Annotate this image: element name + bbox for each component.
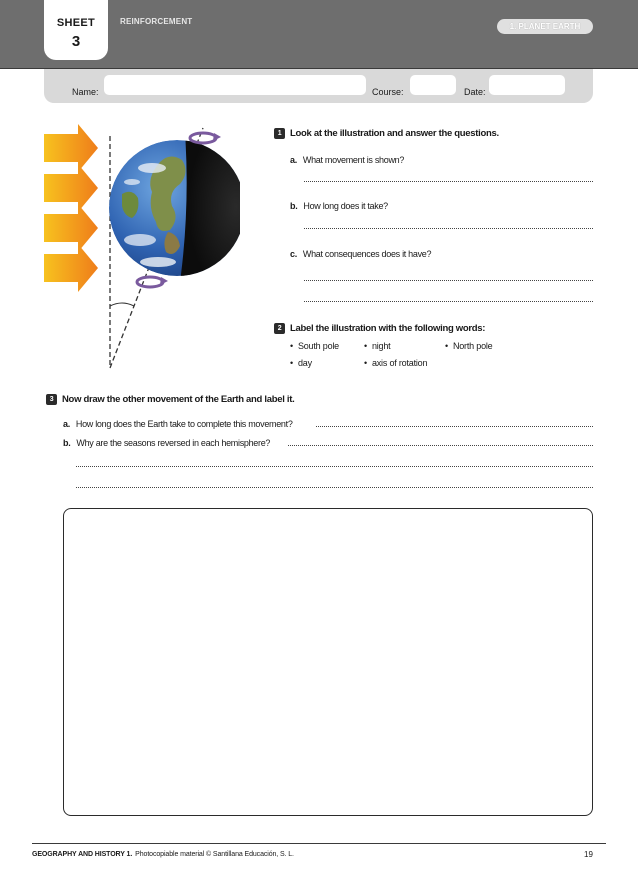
page-number: 19: [584, 850, 593, 859]
word-bullet: • axis of rotation: [364, 358, 427, 368]
section-label: REINFORCEMENT: [120, 17, 193, 26]
question-3a: [63, 419, 293, 429]
sheet-tab: [44, 0, 108, 60]
word-bullet: • North pole: [445, 341, 492, 351]
question-1b: [290, 201, 388, 211]
question-1b-letter: b.: [290, 201, 298, 211]
question-1a: [290, 155, 404, 165]
rotation-arrow-north: [190, 133, 221, 143]
name-label: Name:: [72, 87, 99, 97]
question-1c-text: What consequences does it have?: [302, 249, 432, 259]
word-bullet: • day: [290, 358, 312, 368]
question-3-title: [46, 394, 294, 405]
course-field[interactable]: [410, 75, 456, 95]
question-3a-text: How long does the Earth take to complete this movement?: [75, 419, 293, 429]
drawing-area[interactable]: [63, 508, 593, 816]
sunlight-arrow: [44, 164, 98, 212]
word-bullet: • night: [364, 341, 390, 351]
question-1-text: Look at the illustration and answer the questions.: [290, 128, 499, 139]
question-2-text: Label the illustration with the following words:: [290, 323, 486, 334]
answer-line[interactable]: [76, 466, 593, 467]
sunlight-arrow: [44, 124, 98, 172]
question-1a-letter: a.: [290, 155, 297, 165]
earth-globe: [109, 132, 240, 282]
course-label: Course:: [372, 87, 404, 97]
tilt-angle-arc: [110, 303, 134, 306]
answer-line[interactable]: [304, 280, 593, 281]
answer-line[interactable]: [304, 181, 593, 182]
question-3b: [63, 438, 270, 448]
sheet-label: SHEET: [56, 17, 96, 29]
cloud-shape: [124, 234, 156, 246]
cloud-shape: [140, 257, 176, 267]
question-1-title: [274, 128, 499, 139]
answer-line[interactable]: [304, 228, 593, 229]
question-1c-letter: c.: [290, 249, 297, 259]
unit-badge: [497, 19, 593, 34]
cloud-shape: [138, 163, 166, 173]
footer-divider: [32, 843, 606, 844]
question-2-title: [274, 323, 485, 334]
cloud-shape: [124, 179, 140, 185]
footer-copyright: Photocopiable material © Santillana Educación, S. L.: [135, 851, 294, 858]
answer-line[interactable]: [76, 487, 593, 488]
question-3a-letter: a.: [63, 419, 70, 429]
question-3b-text: Why are the seasons reversed in each hemisphere?: [76, 438, 271, 448]
footer-credit: [32, 851, 294, 858]
question-1b-text: How long does it take?: [303, 201, 388, 211]
date-label: Date:: [464, 87, 486, 97]
footer-book-title: GEOGRAPHY AND HISTORY 1.: [32, 851, 133, 858]
sunlight-arrows: [44, 124, 98, 292]
night-side: [180, 132, 240, 282]
sunlight-arrow: [44, 204, 98, 252]
question-2-number: 2: [274, 323, 285, 334]
answer-line[interactable]: [316, 426, 593, 427]
question-3-number: 3: [46, 394, 57, 405]
name-field[interactable]: [104, 75, 366, 95]
earth-rotation-illustration: [40, 122, 240, 372]
answer-line[interactable]: [304, 301, 593, 302]
page-header: [0, 0, 638, 68]
question-3-text: Now draw the other movement of the Earth and label it.: [62, 394, 295, 405]
question-3b-letter: b.: [63, 438, 71, 448]
sunlight-arrow: [44, 244, 98, 292]
date-field[interactable]: [489, 75, 565, 95]
unit-title: 1. PLANET EARTH: [509, 22, 581, 31]
sheet-number: 3: [71, 33, 81, 50]
word-bullet: • South pole: [290, 341, 339, 351]
question-1a-text: What movement is shown?: [302, 155, 405, 165]
rotation-arrow-south: [137, 277, 168, 287]
student-info-bar: [44, 69, 593, 103]
question-1c: [290, 249, 431, 259]
question-1-number: 1: [274, 128, 285, 139]
answer-line[interactable]: [288, 445, 593, 446]
